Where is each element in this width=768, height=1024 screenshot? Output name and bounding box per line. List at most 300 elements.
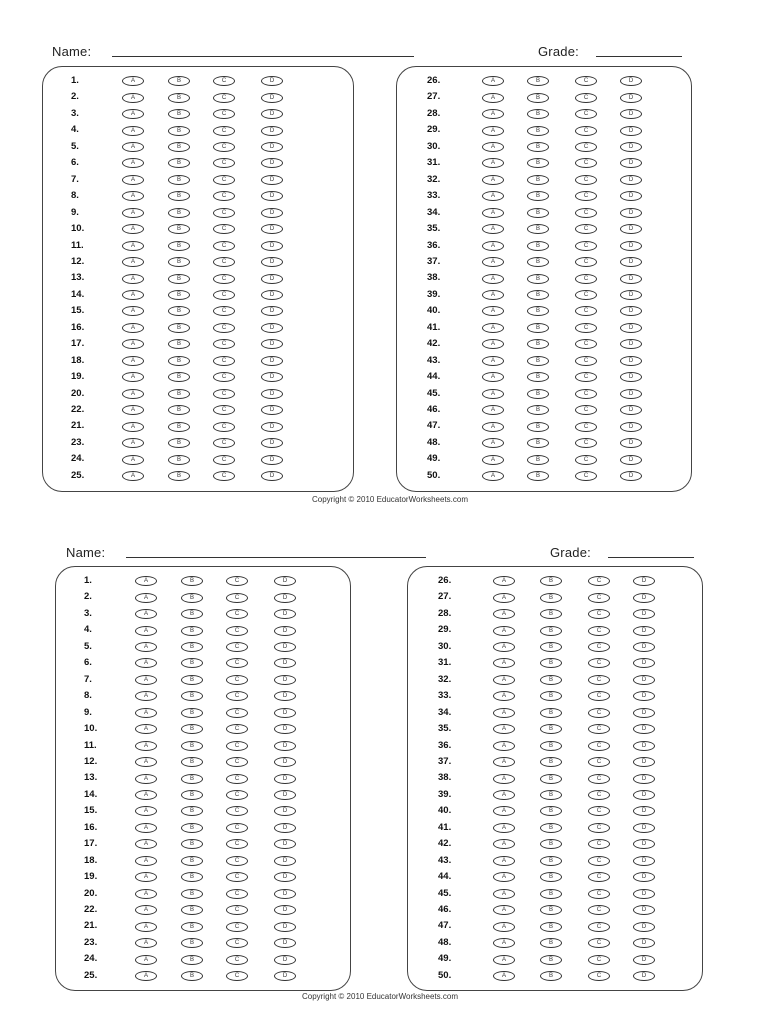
answer-bubble-d[interactable]: D (620, 241, 642, 251)
answer-bubble-b[interactable]: B (540, 922, 562, 932)
answer-bubble-a[interactable]: A (135, 905, 157, 915)
answer-bubble-a[interactable]: A (482, 191, 504, 201)
answer-bubble-a[interactable]: A (482, 175, 504, 185)
answer-bubble-c[interactable]: C (226, 675, 248, 685)
answer-bubble-a[interactable]: A (493, 691, 515, 701)
answer-bubble-a[interactable]: A (122, 306, 144, 316)
answer-bubble-c[interactable]: C (226, 658, 248, 668)
answer-bubble-c[interactable]: C (226, 626, 248, 636)
answer-bubble-c[interactable]: C (226, 576, 248, 586)
answer-bubble-c[interactable]: C (575, 158, 597, 168)
answer-bubble-c[interactable]: C (588, 790, 610, 800)
answer-bubble-d[interactable]: D (633, 905, 655, 915)
answer-bubble-a[interactable]: A (482, 372, 504, 382)
answer-bubble-c[interactable]: C (575, 438, 597, 448)
answer-bubble-d[interactable]: D (274, 576, 296, 586)
answer-bubble-c[interactable]: C (226, 839, 248, 849)
answer-bubble-d[interactable]: D (261, 438, 283, 448)
answer-bubble-a[interactable]: A (493, 889, 515, 899)
answer-bubble-a[interactable]: A (482, 306, 504, 316)
answer-bubble-c[interactable]: C (213, 290, 235, 300)
answer-bubble-d[interactable]: D (274, 839, 296, 849)
answer-bubble-a[interactable]: A (135, 658, 157, 668)
answer-bubble-c[interactable]: C (213, 274, 235, 284)
answer-bubble-a[interactable]: A (493, 938, 515, 948)
answer-bubble-a[interactable]: A (493, 626, 515, 636)
answer-bubble-a[interactable]: A (493, 839, 515, 849)
answer-bubble-a[interactable]: A (122, 290, 144, 300)
answer-bubble-c[interactable]: C (213, 158, 235, 168)
answer-bubble-a[interactable]: A (482, 405, 504, 415)
answer-bubble-c[interactable]: C (213, 339, 235, 349)
answer-bubble-b[interactable]: B (540, 626, 562, 636)
answer-bubble-a[interactable]: A (135, 839, 157, 849)
answer-bubble-a[interactable]: A (122, 241, 144, 251)
answer-bubble-d[interactable]: D (261, 389, 283, 399)
answer-bubble-c[interactable]: C (213, 306, 235, 316)
answer-bubble-c[interactable]: C (226, 741, 248, 751)
answer-bubble-b[interactable]: B (527, 372, 549, 382)
answer-bubble-b[interactable]: B (540, 708, 562, 718)
answer-bubble-c[interactable]: C (588, 806, 610, 816)
answer-bubble-d[interactable]: D (274, 691, 296, 701)
answer-bubble-d[interactable]: D (261, 175, 283, 185)
answer-bubble-a[interactable]: A (135, 774, 157, 784)
answer-bubble-a[interactable]: A (135, 823, 157, 833)
answer-bubble-d[interactable]: D (633, 576, 655, 586)
answer-bubble-c[interactable]: C (213, 405, 235, 415)
answer-bubble-b[interactable]: B (168, 175, 190, 185)
answer-bubble-a[interactable]: A (122, 76, 144, 86)
answer-bubble-c[interactable]: C (213, 93, 235, 103)
answer-bubble-d[interactable]: D (620, 455, 642, 465)
answer-bubble-c[interactable]: C (575, 405, 597, 415)
answer-bubble-d[interactable]: D (633, 741, 655, 751)
answer-bubble-d[interactable]: D (633, 658, 655, 668)
answer-bubble-a[interactable]: A (135, 675, 157, 685)
answer-bubble-d[interactable]: D (274, 774, 296, 784)
answer-bubble-d[interactable]: D (261, 109, 283, 119)
answer-bubble-b[interactable]: B (168, 142, 190, 152)
answer-bubble-b[interactable]: B (527, 438, 549, 448)
answer-bubble-c[interactable]: C (226, 823, 248, 833)
answer-bubble-b[interactable]: B (540, 971, 562, 981)
answer-bubble-b[interactable]: B (527, 241, 549, 251)
answer-bubble-b[interactable]: B (168, 224, 190, 234)
answer-bubble-b[interactable]: B (181, 708, 203, 718)
answer-bubble-c[interactable]: C (588, 971, 610, 981)
answer-bubble-b[interactable]: B (540, 823, 562, 833)
answer-bubble-c[interactable]: C (588, 675, 610, 685)
answer-bubble-a[interactable]: A (482, 290, 504, 300)
answer-bubble-d[interactable]: D (261, 208, 283, 218)
answer-bubble-d[interactable]: D (274, 626, 296, 636)
answer-bubble-b[interactable]: B (540, 609, 562, 619)
answer-bubble-a[interactable]: A (122, 323, 144, 333)
answer-bubble-d[interactable]: D (274, 955, 296, 965)
answer-bubble-a[interactable]: A (135, 790, 157, 800)
answer-bubble-b[interactable]: B (540, 872, 562, 882)
answer-bubble-c[interactable]: C (213, 257, 235, 267)
answer-bubble-c[interactable]: C (226, 642, 248, 652)
answer-bubble-c[interactable]: C (213, 422, 235, 432)
answer-bubble-d[interactable]: D (274, 708, 296, 718)
answer-bubble-a[interactable]: A (493, 757, 515, 767)
answer-bubble-b[interactable]: B (181, 774, 203, 784)
answer-bubble-b[interactable]: B (527, 175, 549, 185)
answer-bubble-d[interactable]: D (620, 224, 642, 234)
answer-bubble-b[interactable]: B (181, 593, 203, 603)
answer-bubble-a[interactable]: A (493, 642, 515, 652)
answer-bubble-d[interactable]: D (633, 955, 655, 965)
answer-bubble-b[interactable]: B (527, 93, 549, 103)
answer-bubble-b[interactable]: B (181, 642, 203, 652)
answer-bubble-c[interactable]: C (588, 872, 610, 882)
answer-bubble-b[interactable]: B (527, 126, 549, 136)
answer-bubble-d[interactable]: D (633, 971, 655, 981)
answer-bubble-a[interactable]: A (493, 790, 515, 800)
answer-bubble-c[interactable]: C (588, 922, 610, 932)
answer-bubble-d[interactable]: D (620, 438, 642, 448)
answer-bubble-b[interactable]: B (181, 905, 203, 915)
answer-bubble-d[interactable]: D (620, 208, 642, 218)
answer-bubble-a[interactable]: A (482, 76, 504, 86)
answer-bubble-c[interactable]: C (588, 576, 610, 586)
answer-bubble-d[interactable]: D (274, 741, 296, 751)
answer-bubble-d[interactable]: D (261, 257, 283, 267)
answer-bubble-b[interactable]: B (540, 806, 562, 816)
answer-bubble-b[interactable]: B (181, 922, 203, 932)
answer-bubble-a[interactable]: A (135, 626, 157, 636)
answer-bubble-c[interactable]: C (213, 191, 235, 201)
answer-bubble-b[interactable]: B (527, 356, 549, 366)
answer-bubble-b[interactable]: B (168, 126, 190, 136)
answer-bubble-a[interactable]: A (482, 422, 504, 432)
answer-bubble-c[interactable]: C (575, 76, 597, 86)
answer-bubble-b[interactable]: B (181, 889, 203, 899)
answer-bubble-a[interactable]: A (135, 576, 157, 586)
answer-bubble-b[interactable]: B (540, 856, 562, 866)
answer-bubble-c[interactable]: C (226, 806, 248, 816)
answer-bubble-a[interactable]: A (482, 389, 504, 399)
answer-bubble-a[interactable]: A (122, 356, 144, 366)
answer-bubble-c[interactable]: C (213, 455, 235, 465)
answer-bubble-c[interactable]: C (588, 609, 610, 619)
answer-bubble-b[interactable]: B (527, 405, 549, 415)
answer-bubble-b[interactable]: B (527, 257, 549, 267)
answer-bubble-d[interactable]: D (633, 691, 655, 701)
answer-bubble-c[interactable]: C (588, 955, 610, 965)
answer-bubble-d[interactable]: D (261, 339, 283, 349)
answer-bubble-c[interactable]: C (588, 905, 610, 915)
answer-bubble-b[interactable]: B (168, 323, 190, 333)
answer-bubble-a[interactable]: A (482, 257, 504, 267)
answer-bubble-d[interactable]: D (633, 823, 655, 833)
answer-bubble-a[interactable]: A (122, 142, 144, 152)
answer-bubble-d[interactable]: D (274, 790, 296, 800)
answer-bubble-c[interactable]: C (226, 609, 248, 619)
answer-bubble-d[interactable]: D (620, 389, 642, 399)
answer-bubble-c[interactable]: C (575, 109, 597, 119)
answer-bubble-a[interactable]: A (135, 856, 157, 866)
answer-bubble-d[interactable]: D (633, 757, 655, 767)
answer-bubble-b[interactable]: B (168, 372, 190, 382)
answer-bubble-c[interactable]: C (226, 971, 248, 981)
answer-bubble-a[interactable]: A (493, 658, 515, 668)
answer-bubble-d[interactable]: D (274, 889, 296, 899)
answer-bubble-b[interactable]: B (168, 109, 190, 119)
answer-bubble-c[interactable]: C (588, 658, 610, 668)
answer-bubble-b[interactable]: B (181, 938, 203, 948)
answer-bubble-c[interactable]: C (575, 224, 597, 234)
answer-bubble-a[interactable]: A (482, 208, 504, 218)
answer-bubble-b[interactable]: B (181, 872, 203, 882)
answer-bubble-d[interactable]: D (274, 971, 296, 981)
answer-bubble-b[interactable]: B (181, 576, 203, 586)
answer-bubble-d[interactable]: D (620, 76, 642, 86)
answer-bubble-b[interactable]: B (181, 609, 203, 619)
answer-bubble-d[interactable]: D (633, 774, 655, 784)
answer-bubble-d[interactable]: D (274, 675, 296, 685)
answer-bubble-b[interactable]: B (168, 438, 190, 448)
answer-bubble-c[interactable]: C (588, 839, 610, 849)
answer-bubble-b[interactable]: B (540, 691, 562, 701)
answer-bubble-a[interactable]: A (482, 158, 504, 168)
answer-bubble-b[interactable]: B (540, 889, 562, 899)
answer-bubble-b[interactable]: B (181, 856, 203, 866)
answer-bubble-a[interactable]: A (122, 175, 144, 185)
answer-bubble-c[interactable]: C (226, 691, 248, 701)
answer-bubble-d[interactable]: D (274, 724, 296, 734)
answer-bubble-d[interactable]: D (633, 626, 655, 636)
name-field-line[interactable] (112, 56, 414, 57)
answer-bubble-a[interactable]: A (135, 889, 157, 899)
answer-bubble-d[interactable]: D (633, 889, 655, 899)
answer-bubble-a[interactable]: A (135, 922, 157, 932)
answer-bubble-a[interactable]: A (493, 675, 515, 685)
answer-bubble-a[interactable]: A (135, 609, 157, 619)
answer-bubble-c[interactable]: C (575, 274, 597, 284)
answer-bubble-a[interactable]: A (122, 224, 144, 234)
answer-bubble-a[interactable]: A (135, 757, 157, 767)
answer-bubble-d[interactable]: D (633, 609, 655, 619)
answer-bubble-c[interactable]: C (575, 142, 597, 152)
answer-bubble-b[interactable]: B (527, 76, 549, 86)
answer-bubble-c[interactable]: C (226, 856, 248, 866)
answer-bubble-c[interactable]: C (588, 889, 610, 899)
answer-bubble-d[interactable]: D (261, 323, 283, 333)
answer-bubble-a[interactable]: A (493, 741, 515, 751)
answer-bubble-d[interactable]: D (620, 175, 642, 185)
answer-bubble-d[interactable]: D (261, 405, 283, 415)
answer-bubble-b[interactable]: B (168, 405, 190, 415)
answer-bubble-b[interactable]: B (527, 142, 549, 152)
answer-bubble-a[interactable]: A (122, 405, 144, 415)
answer-bubble-d[interactable]: D (620, 142, 642, 152)
answer-bubble-d[interactable]: D (620, 274, 642, 284)
answer-bubble-b[interactable]: B (181, 724, 203, 734)
answer-bubble-d[interactable]: D (274, 757, 296, 767)
answer-bubble-b[interactable]: B (540, 938, 562, 948)
answer-bubble-a[interactable]: A (482, 339, 504, 349)
answer-bubble-b[interactable]: B (527, 471, 549, 481)
answer-bubble-b[interactable]: B (181, 955, 203, 965)
answer-bubble-b[interactable]: B (540, 774, 562, 784)
answer-bubble-d[interactable]: D (274, 642, 296, 652)
answer-bubble-c[interactable]: C (213, 438, 235, 448)
answer-bubble-b[interactable]: B (181, 757, 203, 767)
answer-bubble-b[interactable]: B (527, 455, 549, 465)
answer-bubble-a[interactable]: A (135, 938, 157, 948)
answer-bubble-c[interactable]: C (226, 774, 248, 784)
answer-bubble-c[interactable]: C (588, 757, 610, 767)
answer-bubble-d[interactable]: D (261, 274, 283, 284)
answer-bubble-c[interactable]: C (213, 356, 235, 366)
answer-bubble-c[interactable]: C (575, 372, 597, 382)
answer-bubble-c[interactable]: C (575, 93, 597, 103)
answer-bubble-a[interactable]: A (493, 955, 515, 965)
answer-bubble-b[interactable]: B (540, 839, 562, 849)
answer-bubble-b[interactable]: B (168, 93, 190, 103)
answer-bubble-d[interactable]: D (261, 224, 283, 234)
answer-bubble-d[interactable]: D (261, 422, 283, 432)
answer-bubble-b[interactable]: B (181, 691, 203, 701)
answer-bubble-b[interactable]: B (168, 191, 190, 201)
grade-field-line[interactable] (608, 557, 694, 558)
answer-bubble-a[interactable]: A (135, 642, 157, 652)
answer-bubble-a[interactable]: A (493, 609, 515, 619)
answer-bubble-a[interactable]: A (493, 856, 515, 866)
answer-bubble-a[interactable]: A (493, 872, 515, 882)
answer-bubble-b[interactable]: B (540, 576, 562, 586)
answer-bubble-b[interactable]: B (168, 471, 190, 481)
answer-bubble-a[interactable]: A (482, 471, 504, 481)
answer-bubble-c[interactable]: C (575, 306, 597, 316)
answer-bubble-a[interactable]: A (122, 471, 144, 481)
answer-bubble-b[interactable]: B (527, 323, 549, 333)
answer-bubble-b[interactable]: B (540, 790, 562, 800)
answer-bubble-c[interactable]: C (575, 422, 597, 432)
answer-bubble-b[interactable]: B (540, 724, 562, 734)
answer-bubble-d[interactable]: D (261, 191, 283, 201)
answer-bubble-b[interactable]: B (527, 224, 549, 234)
answer-bubble-d[interactable]: D (261, 372, 283, 382)
answer-bubble-d[interactable]: D (261, 126, 283, 136)
answer-bubble-b[interactable]: B (168, 389, 190, 399)
answer-bubble-c[interactable]: C (588, 626, 610, 636)
answer-bubble-c[interactable]: C (588, 642, 610, 652)
answer-bubble-b[interactable]: B (181, 790, 203, 800)
answer-bubble-a[interactable]: A (135, 872, 157, 882)
answer-bubble-c[interactable]: C (575, 455, 597, 465)
answer-bubble-a[interactable]: A (482, 126, 504, 136)
answer-bubble-a[interactable]: A (493, 806, 515, 816)
answer-bubble-d[interactable]: D (620, 339, 642, 349)
answer-bubble-d[interactable]: D (261, 241, 283, 251)
answer-bubble-c[interactable]: C (226, 872, 248, 882)
answer-bubble-d[interactable]: D (633, 708, 655, 718)
answer-bubble-a[interactable]: A (482, 93, 504, 103)
answer-bubble-a[interactable]: A (135, 724, 157, 734)
answer-bubble-c[interactable]: C (575, 241, 597, 251)
answer-bubble-b[interactable]: B (181, 839, 203, 849)
answer-bubble-a[interactable]: A (122, 422, 144, 432)
answer-bubble-d[interactable]: D (261, 471, 283, 481)
answer-bubble-a[interactable]: A (493, 724, 515, 734)
answer-bubble-b[interactable]: B (527, 389, 549, 399)
answer-bubble-c[interactable]: C (213, 372, 235, 382)
answer-bubble-a[interactable]: A (482, 438, 504, 448)
answer-bubble-c[interactable]: C (226, 905, 248, 915)
answer-bubble-d[interactable]: D (274, 872, 296, 882)
answer-bubble-d[interactable]: D (620, 422, 642, 432)
answer-bubble-b[interactable]: B (540, 757, 562, 767)
answer-bubble-d[interactable]: D (620, 356, 642, 366)
answer-bubble-d[interactable]: D (620, 257, 642, 267)
answer-bubble-d[interactable]: D (620, 306, 642, 316)
answer-bubble-b[interactable]: B (527, 422, 549, 432)
answer-bubble-a[interactable]: A (482, 109, 504, 119)
answer-bubble-a[interactable]: A (482, 224, 504, 234)
answer-bubble-c[interactable]: C (226, 938, 248, 948)
answer-bubble-a[interactable]: A (122, 126, 144, 136)
answer-bubble-d[interactable]: D (620, 405, 642, 415)
answer-bubble-b[interactable]: B (168, 76, 190, 86)
answer-bubble-a[interactable]: A (482, 323, 504, 333)
answer-bubble-d[interactable]: D (633, 872, 655, 882)
answer-bubble-c[interactable]: C (226, 922, 248, 932)
answer-bubble-b[interactable]: B (181, 741, 203, 751)
answer-bubble-a[interactable]: A (493, 708, 515, 718)
answer-bubble-c[interactable]: C (226, 790, 248, 800)
answer-bubble-d[interactable]: D (261, 158, 283, 168)
answer-bubble-b[interactable]: B (181, 823, 203, 833)
answer-bubble-c[interactable]: C (226, 955, 248, 965)
answer-bubble-d[interactable]: D (274, 922, 296, 932)
answer-bubble-b[interactable]: B (168, 306, 190, 316)
answer-bubble-c[interactable]: C (588, 741, 610, 751)
answer-bubble-b[interactable]: B (168, 158, 190, 168)
answer-bubble-d[interactable]: D (274, 938, 296, 948)
answer-bubble-a[interactable]: A (122, 438, 144, 448)
answer-bubble-d[interactable]: D (274, 823, 296, 833)
answer-bubble-a[interactable]: A (135, 806, 157, 816)
answer-bubble-b[interactable]: B (540, 593, 562, 603)
answer-bubble-a[interactable]: A (493, 576, 515, 586)
answer-bubble-d[interactable]: D (261, 76, 283, 86)
answer-bubble-c[interactable]: C (588, 593, 610, 603)
answer-bubble-a[interactable]: A (122, 208, 144, 218)
answer-bubble-a[interactable]: A (493, 823, 515, 833)
answer-bubble-c[interactable]: C (575, 471, 597, 481)
answer-bubble-b[interactable]: B (168, 455, 190, 465)
answer-bubble-d[interactable]: D (633, 642, 655, 652)
answer-bubble-c[interactable]: C (575, 175, 597, 185)
answer-bubble-a[interactable]: A (122, 339, 144, 349)
answer-bubble-d[interactable]: D (620, 158, 642, 168)
answer-bubble-b[interactable]: B (540, 741, 562, 751)
answer-bubble-a[interactable]: A (493, 922, 515, 932)
answer-bubble-d[interactable]: D (633, 856, 655, 866)
answer-bubble-a[interactable]: A (493, 905, 515, 915)
answer-bubble-c[interactable]: C (213, 109, 235, 119)
answer-bubble-c[interactable]: C (213, 471, 235, 481)
answer-bubble-d[interactable]: D (633, 839, 655, 849)
answer-bubble-a[interactable]: A (135, 708, 157, 718)
answer-bubble-c[interactable]: C (588, 708, 610, 718)
answer-bubble-c[interactable]: C (226, 708, 248, 718)
answer-bubble-b[interactable]: B (168, 290, 190, 300)
